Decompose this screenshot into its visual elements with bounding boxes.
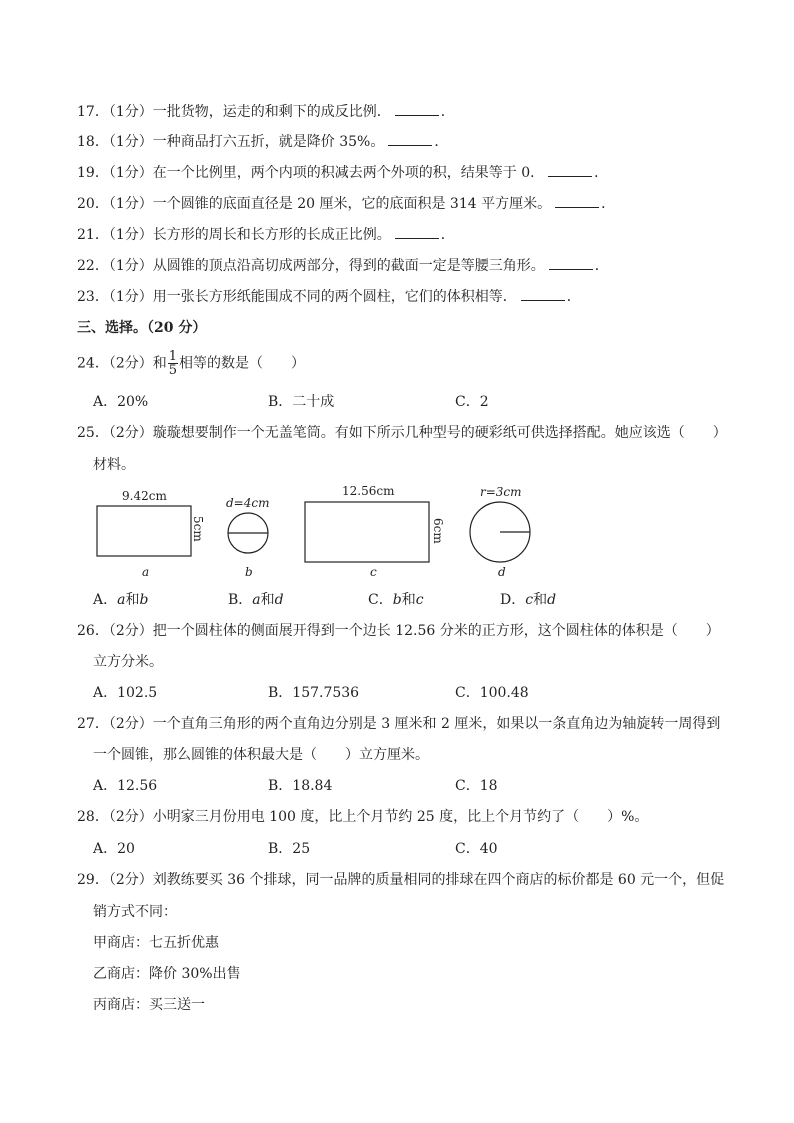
option-c[interactable]: C．2 xyxy=(455,394,489,410)
option-c[interactable]: C．100.48 xyxy=(455,685,529,701)
question-28: 28．（2分）小明家三月份用电 100 度，比上个月节约 25 度，比上个月节约了（ ）%。 xyxy=(77,809,649,825)
option-a[interactable]: A．20 xyxy=(93,841,135,857)
question-23: 23．（1分）用一张长方形纸能围成不同的两个圆柱，它们的体积相等． ． xyxy=(77,289,581,305)
answer-blank[interactable] xyxy=(395,226,439,239)
question-25: 25．（2分）璇璇想要制作一个无盖笔筒。有如下所示几种型号的硬彩纸可供选择搭配。她应该选（ ） xyxy=(77,425,727,441)
question-24: 24．（2分）和 $\frac{1}{5}$ 相等的数是（ ） xyxy=(77,349,306,378)
shape-d-dim-label: r=3cm xyxy=(480,485,522,499)
shape-b-letter: b xyxy=(245,565,253,579)
store-bing: 丙商店：买三送一 xyxy=(93,997,205,1013)
question-17: 17．（1分）一批货物，运走的和剩下的成反比例． ． xyxy=(77,104,455,120)
question-21: 21．（1分）长方形的周长和长方形的长成正比例。 ． xyxy=(77,227,455,243)
option-a[interactable]: A．12.56 xyxy=(93,778,158,794)
answer-blank[interactable] xyxy=(548,164,592,177)
question-29-cont: 销方式不同： xyxy=(93,904,177,920)
answer-blank[interactable] xyxy=(555,195,599,208)
shapes-svg xyxy=(90,482,540,578)
question-26-cont: 立方分米。 xyxy=(93,654,163,670)
question-25-cont: 材料。 xyxy=(93,457,135,473)
option-c[interactable]: C．b和c xyxy=(368,592,424,608)
option-a[interactable]: A．20% xyxy=(93,394,149,410)
shape-a-label: a xyxy=(142,565,150,579)
answer-blank[interactable] xyxy=(395,103,439,116)
shape-a-height-label: 5cm xyxy=(191,516,205,542)
shape-c-label: c xyxy=(370,565,377,579)
shape-d-label: d xyxy=(498,565,506,579)
question-27: 27．（2分）一个直角三角形的两个直角边分别是 3 厘米和 2 厘米，如果以一条直角边为轴旋转一周得到 xyxy=(77,716,721,732)
question-19: 19．（1分）在一个比例里，两个内项的积减去两个外项的积，结果等于 0． ． xyxy=(77,165,609,181)
question-20: 20．（1分）一个圆锥的底面直径是 20 厘米，它的底面积是 314 平方厘米。 ． xyxy=(77,196,616,212)
option-d[interactable]: D．c和d xyxy=(500,592,557,608)
option-b[interactable]: B．二十成 xyxy=(268,394,335,410)
option-b[interactable]: B．18.84 xyxy=(268,778,333,794)
shape-c-rectangle xyxy=(305,502,429,562)
shape-c-height-label: 6cm xyxy=(431,518,445,544)
shape-a-width-label: 9.42cm xyxy=(122,489,167,503)
question-27-cont: 一个圆锥，那么圆锥的体积最大是（ ）立方厘米。 xyxy=(93,747,429,763)
question-29: 29．（2分）刘教练要买 36 个排球，同一品牌的质量相同的排球在四个商店的标价都是 60 元一个，但促 xyxy=(77,872,725,888)
store-yi: 乙商店：降价 30%出售 xyxy=(93,966,241,982)
option-b[interactable]: B．25 xyxy=(268,841,311,857)
question-22: 22．（1分）从圆锥的顶点沿高切成两部分，得到的截面一定是等腰三角形。 ． xyxy=(77,258,609,274)
answer-blank[interactable] xyxy=(521,288,565,301)
question-18: 18．（1分）一种商品打六五折，就是降价 35%。 ． xyxy=(77,134,449,150)
store-jia: 甲商店：七五折优惠 xyxy=(93,935,219,951)
option-c[interactable]: C．40 xyxy=(455,841,498,857)
option-c[interactable]: C．18 xyxy=(455,778,498,794)
option-b[interactable]: B．157.7536 xyxy=(268,685,360,701)
question-26: 26．（2分）把一个圆柱体的侧面展开得到一个边长 12.56 分米的正方形，这个圆柱体的体积是（ ） xyxy=(77,623,720,639)
answer-blank[interactable] xyxy=(549,257,593,270)
section-heading: 三、选择。（20 分） xyxy=(77,320,207,336)
option-a[interactable]: A．a和b xyxy=(93,592,149,608)
answer-blank[interactable] xyxy=(388,133,432,146)
option-a[interactable]: A．102.5 xyxy=(93,685,158,701)
paper-shapes-figure xyxy=(90,482,540,578)
shape-c-width-label: 12.56cm xyxy=(342,484,395,498)
shape-b-dim-label: d=4cm xyxy=(226,496,270,510)
shape-a-rectangle xyxy=(97,506,191,556)
option-b[interactable]: B．a和d xyxy=(228,592,284,608)
fraction: $\frac{1}{5}$ xyxy=(168,349,178,378)
